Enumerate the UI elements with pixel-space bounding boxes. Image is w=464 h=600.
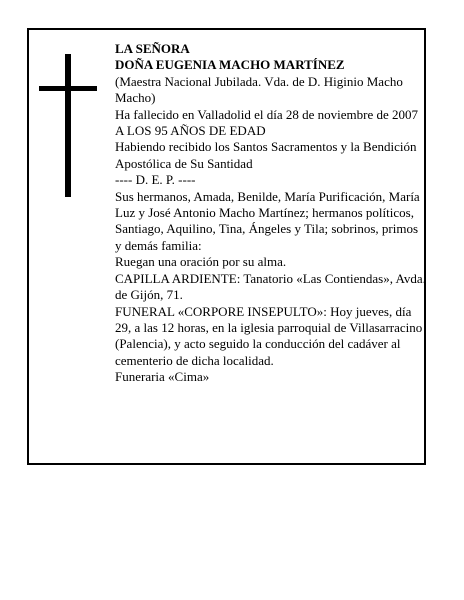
death-statement: Ha fallecido en Valladolid el día 28 de noviembre de 2007 <box>115 106 418 122</box>
cross-vertical-bar <box>65 54 71 197</box>
funeral-info: FUNERAL «CORPORE INSEPULTO»: Hoy jueves, día 29, a las 12 horas, en la iglesia parroquial de Villasarracino (Palencia), y acto seguido la conducción del cadáver al cementerio de dicha localidad. <box>115 303 423 368</box>
obituary-notice <box>27 28 426 465</box>
deceased-name: DOÑA EUGENIA MACHO MARTÍNEZ <box>115 57 345 73</box>
funeral-home: Funeraria «Cima» <box>115 369 210 385</box>
cross-horizontal-bar <box>39 86 97 91</box>
family-statement: Sus hermanos, Amada, Benilde, María Purificación, María Luz y José Antonio Macho Martínez; hermanos políticos, Santiago, Aquilino, Tina, Ángeles y Tila; sobrinos, primos y demás familia: <box>115 188 420 253</box>
chapel-info: CAPILLA ARDIENTE: Tanatorio «Las Contiendas», Avda. de Gijón, 71. <box>115 270 426 303</box>
notice-title: LA SEÑORA <box>115 41 190 56</box>
deceased-subtitle: (Maestra Nacional Jubilada. Vda. de D. Higinio Macho Macho) <box>115 73 403 106</box>
prayer-request: Ruegan una oración por su alma. <box>115 254 287 270</box>
dep-line: ---- D. E. P. ---- <box>115 172 196 188</box>
notice-text <box>115 41 427 386</box>
sacraments-statement: Habiendo recibido los Santos Sacramentos y la Bendición Apostólica de Su Santidad <box>115 139 417 171</box>
age-statement: A LOS 95 AÑOS DE EDAD <box>115 123 266 139</box>
